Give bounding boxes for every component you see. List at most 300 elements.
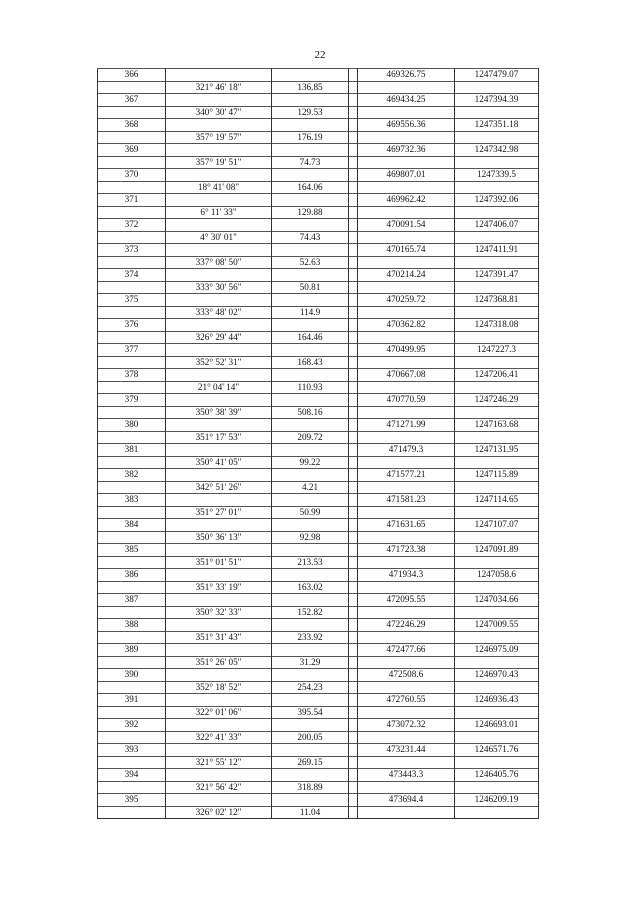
segment-row xyxy=(98,106,539,119)
spacer-cell xyxy=(349,644,358,657)
empty-cell xyxy=(166,394,272,407)
empty-cell xyxy=(98,306,166,319)
segment-distance: 200.05 xyxy=(272,731,349,744)
empty-cell xyxy=(272,769,349,782)
empty-cell xyxy=(272,794,349,807)
coordinate-y: 1247391.47 xyxy=(455,269,539,282)
point-number: 390 xyxy=(98,669,166,682)
segment-distance: 269.15 xyxy=(272,756,349,769)
empty-cell xyxy=(358,206,455,219)
point-number: 395 xyxy=(98,794,166,807)
bearing-angle: 4° 30' 01" xyxy=(166,231,272,244)
segment-distance: 4.21 xyxy=(272,481,349,494)
empty-cell xyxy=(358,331,455,344)
coordinate-x: 471934.3 xyxy=(358,569,455,582)
empty-cell xyxy=(455,156,539,169)
spacer-cell xyxy=(349,106,358,119)
empty-cell xyxy=(272,494,349,507)
segment-distance: 209.72 xyxy=(272,431,349,444)
empty-cell xyxy=(358,106,455,119)
spacer-cell xyxy=(349,406,358,419)
empty-cell xyxy=(98,431,166,444)
spacer-cell xyxy=(349,94,358,107)
empty-cell xyxy=(358,556,455,569)
bearing-angle: 342° 51' 26" xyxy=(166,481,272,494)
segment-row xyxy=(98,681,539,694)
spacer-cell xyxy=(349,206,358,219)
coordinate-x: 471631.65 xyxy=(358,519,455,532)
empty-cell xyxy=(358,81,455,94)
empty-cell xyxy=(272,319,349,332)
point-number: 378 xyxy=(98,369,166,382)
segment-row xyxy=(98,206,539,219)
empty-cell xyxy=(98,281,166,294)
empty-cell xyxy=(166,644,272,657)
point-number: 382 xyxy=(98,469,166,482)
empty-cell xyxy=(166,619,272,632)
empty-cell xyxy=(166,469,272,482)
empty-cell xyxy=(455,106,539,119)
segment-distance: 168.43 xyxy=(272,356,349,369)
coordinate-y: 1246405.76 xyxy=(455,769,539,782)
point-row xyxy=(98,369,539,382)
coordinate-x: 470667.08 xyxy=(358,369,455,382)
empty-cell xyxy=(455,731,539,744)
empty-cell xyxy=(272,444,349,457)
point-number: 379 xyxy=(98,394,166,407)
point-row xyxy=(98,219,539,232)
spacer-cell xyxy=(349,731,358,744)
bearing-angle: 6° 11' 33" xyxy=(166,206,272,219)
segment-row xyxy=(98,231,539,244)
point-row xyxy=(98,694,539,707)
point-row xyxy=(98,94,539,107)
empty-cell xyxy=(166,444,272,457)
segment-row xyxy=(98,581,539,594)
point-row xyxy=(98,419,539,432)
empty-cell xyxy=(358,181,455,194)
empty-cell xyxy=(358,156,455,169)
point-number: 383 xyxy=(98,494,166,507)
bearing-angle: 326° 02' 12" xyxy=(166,806,272,819)
coordinate-y: 1247246.29 xyxy=(455,394,539,407)
segment-row xyxy=(98,456,539,469)
empty-cell xyxy=(166,269,272,282)
empty-cell xyxy=(272,469,349,482)
spacer-cell xyxy=(349,344,358,357)
point-number: 366 xyxy=(98,69,166,82)
bearing-angle: 21° 04' 14" xyxy=(166,381,272,394)
empty-cell xyxy=(166,669,272,682)
empty-cell xyxy=(455,206,539,219)
segment-distance: 176.19 xyxy=(272,131,349,144)
spacer-cell xyxy=(349,394,358,407)
empty-cell xyxy=(455,756,539,769)
empty-cell xyxy=(166,419,272,432)
coordinate-x: 471577.21 xyxy=(358,469,455,482)
empty-cell xyxy=(98,331,166,344)
spacer-cell xyxy=(349,806,358,819)
segment-row xyxy=(98,806,539,819)
segment-distance: 233.92 xyxy=(272,631,349,644)
spacer-cell xyxy=(349,444,358,457)
bearing-angle: 322° 41' 33" xyxy=(166,731,272,744)
empty-cell xyxy=(166,294,272,307)
empty-cell xyxy=(98,131,166,144)
coordinate-y: 1246209.19 xyxy=(455,794,539,807)
spacer-cell xyxy=(349,681,358,694)
empty-cell xyxy=(166,544,272,557)
empty-cell xyxy=(166,169,272,182)
spacer-cell xyxy=(349,606,358,619)
point-number: 371 xyxy=(98,194,166,207)
spacer-cell xyxy=(349,769,358,782)
empty-cell xyxy=(358,781,455,794)
bearing-angle: 18° 41' 08" xyxy=(166,181,272,194)
empty-cell xyxy=(358,506,455,519)
segment-distance: 254.23 xyxy=(272,681,349,694)
point-row xyxy=(98,144,539,157)
coordinate-y: 1247058.6 xyxy=(455,569,539,582)
spacer-cell xyxy=(349,381,358,394)
point-number: 391 xyxy=(98,694,166,707)
point-row xyxy=(98,394,539,407)
point-number: 384 xyxy=(98,519,166,532)
spacer-cell xyxy=(349,431,358,444)
coordinate-x: 472508.6 xyxy=(358,669,455,682)
empty-cell xyxy=(358,756,455,769)
coordinate-y: 1246970.43 xyxy=(455,669,539,682)
empty-cell xyxy=(98,606,166,619)
segment-distance: 92.98 xyxy=(272,531,349,544)
empty-cell xyxy=(358,281,455,294)
empty-cell xyxy=(455,81,539,94)
coordinate-x: 471271.99 xyxy=(358,419,455,432)
empty-cell xyxy=(98,81,166,94)
coordinate-x: 473694.4 xyxy=(358,794,455,807)
spacer-cell xyxy=(349,331,358,344)
point-number: 388 xyxy=(98,619,166,632)
empty-cell xyxy=(166,194,272,207)
spacer-cell xyxy=(349,744,358,757)
bearing-angle: 337° 08' 50" xyxy=(166,256,272,269)
empty-cell xyxy=(272,644,349,657)
spacer-cell xyxy=(349,244,358,257)
empty-cell xyxy=(272,94,349,107)
point-number: 389 xyxy=(98,644,166,657)
point-number: 376 xyxy=(98,319,166,332)
spacer-cell xyxy=(349,369,358,382)
segment-row xyxy=(98,656,539,669)
spacer-cell xyxy=(349,469,358,482)
segment-row xyxy=(98,256,539,269)
empty-cell xyxy=(272,244,349,257)
segment-row xyxy=(98,756,539,769)
point-row xyxy=(98,719,539,732)
segment-row xyxy=(98,781,539,794)
bearing-angle: 351° 17' 53" xyxy=(166,431,272,444)
empty-cell xyxy=(166,94,272,107)
spacer-cell xyxy=(349,531,358,544)
empty-cell xyxy=(166,69,272,82)
point-number: 392 xyxy=(98,719,166,732)
spacer-cell xyxy=(349,456,358,469)
empty-cell xyxy=(272,194,349,207)
empty-cell xyxy=(166,319,272,332)
empty-cell xyxy=(98,756,166,769)
empty-cell xyxy=(455,681,539,694)
empty-cell xyxy=(166,769,272,782)
coordinate-y: 1247318.08 xyxy=(455,319,539,332)
spacer-cell xyxy=(349,706,358,719)
point-row xyxy=(98,569,539,582)
segment-row xyxy=(98,81,539,94)
bearing-angle: 352° 52' 31" xyxy=(166,356,272,369)
point-number: 381 xyxy=(98,444,166,457)
empty-cell xyxy=(272,519,349,532)
coordinate-y: 1247107.07 xyxy=(455,519,539,532)
coordinate-y: 1247091.89 xyxy=(455,544,539,557)
empty-cell xyxy=(455,581,539,594)
bearing-angle: 340° 30' 47" xyxy=(166,106,272,119)
bearing-angle: 350° 41' 05" xyxy=(166,456,272,469)
empty-cell xyxy=(272,219,349,232)
point-row xyxy=(98,344,539,357)
coordinate-y: 1247114.65 xyxy=(455,494,539,507)
empty-cell xyxy=(98,681,166,694)
empty-cell xyxy=(166,244,272,257)
coordinate-x: 471479.3 xyxy=(358,444,455,457)
empty-cell xyxy=(358,356,455,369)
spacer-cell xyxy=(349,169,358,182)
coordinate-x: 469556.36 xyxy=(358,119,455,132)
segment-row xyxy=(98,306,539,319)
spacer-cell xyxy=(349,131,358,144)
empty-cell xyxy=(272,394,349,407)
spacer-cell xyxy=(349,581,358,594)
point-number: 370 xyxy=(98,169,166,182)
spacer-cell xyxy=(349,294,358,307)
coordinate-x: 470770.59 xyxy=(358,394,455,407)
empty-cell xyxy=(455,631,539,644)
bearing-angle: 333° 48' 02" xyxy=(166,306,272,319)
point-number: 374 xyxy=(98,269,166,282)
empty-cell xyxy=(358,231,455,244)
empty-cell xyxy=(272,619,349,632)
empty-cell xyxy=(98,781,166,794)
point-row xyxy=(98,594,539,607)
page-number: 22 xyxy=(314,49,326,61)
empty-cell xyxy=(166,144,272,157)
point-row xyxy=(98,119,539,132)
empty-cell xyxy=(358,381,455,394)
empty-cell xyxy=(98,706,166,719)
empty-cell xyxy=(455,331,539,344)
bearing-angle: 333° 30' 56" xyxy=(166,281,272,294)
coordinate-x: 471723.38 xyxy=(358,544,455,557)
spacer-cell xyxy=(349,231,358,244)
coordinate-x: 472246.29 xyxy=(358,619,455,632)
empty-cell xyxy=(455,431,539,444)
coordinate-y: 1246693.01 xyxy=(455,719,539,732)
empty-cell xyxy=(358,306,455,319)
empty-cell xyxy=(98,531,166,544)
spacer-cell xyxy=(349,694,358,707)
coordinate-y: 1246975.09 xyxy=(455,644,539,657)
empty-cell xyxy=(166,344,272,357)
coordinate-x: 469326.75 xyxy=(358,69,455,82)
empty-cell xyxy=(98,656,166,669)
empty-cell xyxy=(455,131,539,144)
empty-cell xyxy=(358,731,455,744)
empty-cell xyxy=(272,419,349,432)
point-number: 387 xyxy=(98,594,166,607)
segment-distance: 508.16 xyxy=(272,406,349,419)
point-row xyxy=(98,169,539,182)
spacer-cell xyxy=(349,719,358,732)
bearing-angle: 321° 56' 42" xyxy=(166,781,272,794)
segment-row xyxy=(98,356,539,369)
bearing-angle: 351° 26' 05" xyxy=(166,656,272,669)
empty-cell xyxy=(272,119,349,132)
empty-cell xyxy=(272,344,349,357)
segment-distance: 152.82 xyxy=(272,606,349,619)
coordinate-y: 1247394.39 xyxy=(455,94,539,107)
bearing-angle: 321° 55' 12" xyxy=(166,756,272,769)
spacer-cell xyxy=(349,781,358,794)
empty-cell xyxy=(455,656,539,669)
empty-cell xyxy=(455,181,539,194)
coordinate-x: 469732.36 xyxy=(358,144,455,157)
coordinate-y: 1247392.06 xyxy=(455,194,539,207)
segment-row xyxy=(98,731,539,744)
point-row xyxy=(98,444,539,457)
point-row xyxy=(98,544,539,557)
empty-cell xyxy=(98,506,166,519)
empty-cell xyxy=(455,506,539,519)
empty-cell xyxy=(358,806,455,819)
spacer-cell xyxy=(349,269,358,282)
point-row xyxy=(98,519,539,532)
coordinate-y: 1246936.43 xyxy=(455,694,539,707)
coordinate-y: 1247206.41 xyxy=(455,369,539,382)
coordinate-x: 470214.24 xyxy=(358,269,455,282)
empty-cell xyxy=(272,269,349,282)
spacer-cell xyxy=(349,194,358,207)
segment-distance: 163.02 xyxy=(272,581,349,594)
empty-cell xyxy=(358,531,455,544)
empty-cell xyxy=(455,231,539,244)
empty-cell xyxy=(272,294,349,307)
segment-distance: 50.99 xyxy=(272,506,349,519)
spacer-cell xyxy=(349,306,358,319)
segment-distance: 31.29 xyxy=(272,656,349,669)
point-row xyxy=(98,669,539,682)
segment-row xyxy=(98,531,539,544)
coordinate-y: 1247115.89 xyxy=(455,469,539,482)
segment-row xyxy=(98,331,539,344)
coordinate-y: 1247163.68 xyxy=(455,419,539,432)
point-row xyxy=(98,294,539,307)
empty-cell xyxy=(272,169,349,182)
point-row xyxy=(98,194,539,207)
point-number: 386 xyxy=(98,569,166,582)
spacer-cell xyxy=(349,144,358,157)
empty-cell xyxy=(455,781,539,794)
point-row xyxy=(98,494,539,507)
coordinate-x: 473231.44 xyxy=(358,744,455,757)
empty-cell xyxy=(98,181,166,194)
empty-cell xyxy=(98,406,166,419)
empty-cell xyxy=(98,581,166,594)
spacer-cell xyxy=(349,119,358,132)
coordinate-y: 1246571.76 xyxy=(455,744,539,757)
bearing-angle: 357° 19' 51" xyxy=(166,156,272,169)
coordinate-x: 473443.3 xyxy=(358,769,455,782)
point-number: 394 xyxy=(98,769,166,782)
point-row xyxy=(98,269,539,282)
coordinate-y: 1247131.95 xyxy=(455,444,539,457)
empty-cell xyxy=(272,719,349,732)
bearing-angle: 351° 01' 51" xyxy=(166,556,272,569)
coordinates-table xyxy=(97,68,539,819)
empty-cell xyxy=(358,681,455,694)
bearing-angle: 326° 29' 44" xyxy=(166,331,272,344)
segment-distance: 11.04 xyxy=(272,806,349,819)
segment-distance: 99.22 xyxy=(272,456,349,469)
segment-row xyxy=(98,706,539,719)
empty-cell xyxy=(272,594,349,607)
bearing-angle: 357° 19' 57" xyxy=(166,131,272,144)
empty-cell xyxy=(358,631,455,644)
coordinate-x: 469434.25 xyxy=(358,94,455,107)
point-row xyxy=(98,244,539,257)
segment-row xyxy=(98,406,539,419)
point-number: 372 xyxy=(98,219,166,232)
point-row xyxy=(98,469,539,482)
empty-cell xyxy=(272,694,349,707)
point-number: 385 xyxy=(98,544,166,557)
bearing-angle: 322° 01' 06" xyxy=(166,706,272,719)
empty-cell xyxy=(98,556,166,569)
segment-distance: 129.53 xyxy=(272,106,349,119)
segment-distance: 395.54 xyxy=(272,706,349,719)
point-number: 377 xyxy=(98,344,166,357)
coordinate-y: 1247411.91 xyxy=(455,244,539,257)
point-number: 368 xyxy=(98,119,166,132)
empty-cell xyxy=(455,381,539,394)
empty-cell xyxy=(358,656,455,669)
empty-cell xyxy=(455,456,539,469)
point-row xyxy=(98,769,539,782)
coordinate-y: 1247034.66 xyxy=(455,594,539,607)
empty-cell xyxy=(98,356,166,369)
spacer-cell xyxy=(349,319,358,332)
point-number: 367 xyxy=(98,94,166,107)
spacer-cell xyxy=(349,669,358,682)
segment-row xyxy=(98,631,539,644)
spacer-cell xyxy=(349,519,358,532)
empty-cell xyxy=(358,706,455,719)
segment-row xyxy=(98,131,539,144)
empty-cell xyxy=(98,206,166,219)
segment-row xyxy=(98,431,539,444)
coordinate-x: 470499.95 xyxy=(358,344,455,357)
empty-cell xyxy=(98,381,166,394)
coordinate-x: 470362.82 xyxy=(358,319,455,332)
coordinates-table-body xyxy=(98,69,539,819)
spacer-cell xyxy=(349,181,358,194)
